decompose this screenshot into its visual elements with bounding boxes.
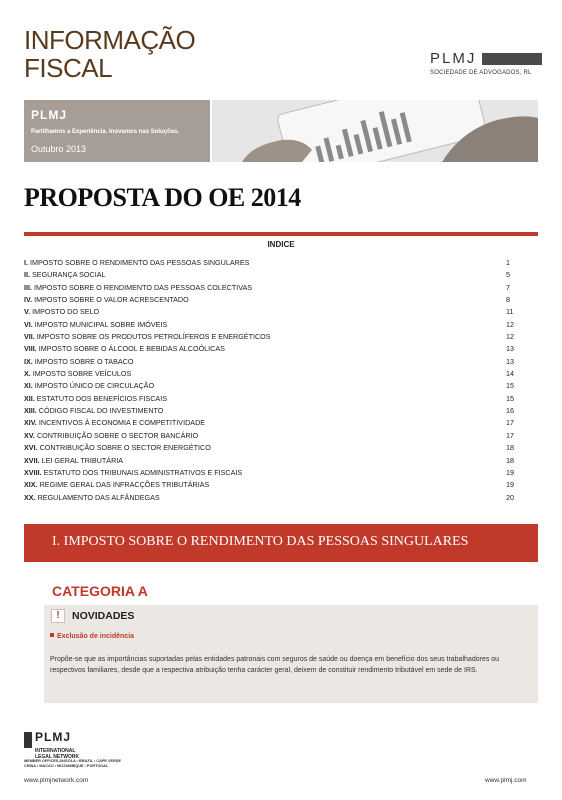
toc-row[interactable] bbox=[24, 257, 520, 269]
toc-entry-text: REGULAMENTO DAS ALFÂNDEGAS bbox=[37, 492, 160, 502]
toc-entry-text: IMPOSTO SOBRE O RENDIMENTO DAS PESSOAS COLECTIVAS bbox=[34, 282, 253, 292]
toc-entry-number: XVIII. bbox=[24, 467, 42, 477]
banner-tagline: Partilhamos a Experiência. Inovamos nas Soluções. bbox=[31, 129, 180, 135]
toc-entry-label bbox=[24, 455, 123, 467]
toc-entry-text: CONTRIBUIÇÃO SOBRE O SECTOR BANCÁRIO bbox=[36, 430, 199, 440]
toc-entry-page: 20 bbox=[506, 492, 514, 502]
toc-entry-page: 19 bbox=[506, 467, 514, 477]
publication-title-line1: INFORMAÇÃO bbox=[24, 25, 196, 55]
news-subheading-text: Exclusão de incidência bbox=[57, 633, 135, 640]
toc-entry-number: XX. bbox=[24, 492, 36, 502]
toc-entry-label bbox=[24, 405, 163, 417]
toc-entry-label bbox=[24, 417, 205, 429]
toc-entry-label bbox=[24, 331, 271, 343]
toc-entry-text: INCENTIVOS À ECONOMIA E COMPETITIVIDADE bbox=[38, 418, 206, 428]
logo-bar bbox=[482, 53, 542, 65]
footer-network-link[interactable]: www.plmjnetwork.com bbox=[24, 777, 89, 784]
toc-entry-page: 15 bbox=[506, 381, 514, 391]
toc-entry-number: XIX. bbox=[24, 480, 38, 490]
news-heading: NOVIDADES bbox=[72, 610, 135, 622]
banner-date: Outubro 2013 bbox=[31, 144, 87, 154]
toc-entry-text: IMPOSTO SOBRE OS PRODUTOS PETROLÍFEROS E ENERGÉTICOS bbox=[36, 332, 271, 342]
toc-entry-label bbox=[24, 257, 249, 269]
toc-entry-page: 12 bbox=[506, 332, 514, 342]
toc-row[interactable] bbox=[24, 356, 520, 368]
toc-entry-label bbox=[24, 492, 160, 504]
toc-entry-number: III. bbox=[24, 282, 32, 292]
publication-title-line2: FISCAL bbox=[24, 53, 113, 83]
toc-row[interactable] bbox=[24, 455, 520, 467]
category-heading: CATEGORIA A bbox=[52, 583, 148, 599]
toc-entry-number: XI. bbox=[24, 381, 33, 391]
toc-entry-page: 18 bbox=[506, 455, 514, 465]
toc-entry-text: ESTATUTO DOS BENEFÍCIOS FISCAIS bbox=[36, 393, 167, 403]
toc-entry-page: 12 bbox=[506, 319, 514, 329]
toc-entry-page: 17 bbox=[506, 418, 514, 428]
toc-entry-number: V. bbox=[24, 307, 31, 317]
toc-entry-page: 15 bbox=[506, 393, 514, 403]
toc-entry-text: CÓDIGO FISCAL DO INVESTIMENTO bbox=[38, 406, 164, 416]
index-heading: INDICE bbox=[267, 240, 295, 249]
bullet-icon bbox=[50, 633, 54, 637]
toc-entry-label bbox=[24, 393, 167, 405]
tablet-chart-photo bbox=[212, 100, 538, 162]
footer-website-link[interactable]: www.plmj.com bbox=[485, 777, 527, 784]
logo-subtitle: SOCIEDADE DE ADVOGADOS, RL bbox=[430, 70, 532, 76]
toc-entry-text: IMPOSTO ÚNICO DE CIRCULAÇÃO bbox=[34, 381, 155, 391]
toc-entry-text: CONTRIBUIÇÃO SOBRE O SECTOR ENERGÉTICO bbox=[39, 443, 211, 453]
footer-network-line2: LEGAL NETWORK bbox=[35, 754, 80, 760]
toc-row[interactable] bbox=[24, 479, 520, 491]
toc-entry-number: I. bbox=[24, 258, 28, 267]
toc-entry-text: IMPOSTO SOBRE O ÁLCOOL E BEBIDAS ALCOÓLICAS bbox=[38, 344, 225, 354]
toc-entry-label bbox=[24, 319, 167, 331]
toc-entry-number: X. bbox=[24, 369, 31, 379]
toc-entry-label bbox=[24, 442, 211, 454]
toc-entry-page: 13 bbox=[506, 344, 514, 354]
toc-entry-page: 1 bbox=[506, 258, 510, 267]
toc-entry-number: IV. bbox=[24, 295, 33, 305]
table-of-contents bbox=[24, 257, 520, 504]
toc-entry-page: 8 bbox=[506, 295, 510, 305]
footer-members-line2: CHINA • MACAO • MOZAMBIQUE • PORTUGAL bbox=[24, 764, 109, 768]
toc-entry-page: 5 bbox=[506, 270, 510, 280]
toc-entry-label bbox=[24, 368, 131, 380]
toc-entry-text: ESTATUTO DOS TRIBUNAIS ADMINISTRATIVOS E FISCAIS bbox=[43, 467, 243, 477]
toc-row[interactable] bbox=[24, 306, 520, 318]
plmj-logo bbox=[430, 50, 542, 76]
toc-row[interactable] bbox=[24, 492, 520, 504]
toc-entry-label bbox=[24, 343, 225, 355]
toc-entry-label bbox=[24, 269, 106, 281]
banner bbox=[24, 100, 538, 162]
toc-entry-label bbox=[24, 306, 99, 318]
toc-entry-page: 18 bbox=[506, 443, 514, 453]
toc-entry-number: II. bbox=[24, 270, 30, 280]
toc-row[interactable] bbox=[24, 282, 520, 294]
toc-row[interactable] bbox=[24, 319, 520, 331]
footer-members bbox=[24, 759, 154, 769]
toc-entry-page: 14 bbox=[506, 369, 514, 379]
toc-row[interactable] bbox=[24, 368, 520, 380]
footer-logo-bar bbox=[24, 732, 32, 748]
toc-entry-page: 19 bbox=[506, 480, 514, 490]
toc-entry-label bbox=[24, 467, 242, 479]
toc-entry-number: XV. bbox=[24, 430, 35, 440]
banner-tablet-photo bbox=[212, 100, 538, 162]
toc-entry-label bbox=[24, 430, 198, 442]
toc-entry-page: 11 bbox=[506, 307, 514, 317]
toc-entry-label bbox=[24, 282, 252, 294]
toc-entry-label bbox=[24, 479, 209, 491]
footer-members-line1: MEMBER OFFICES ANGOLA • BRAZIL • CAPE VERDE bbox=[24, 759, 122, 763]
footer-brand: PLMJ bbox=[35, 730, 72, 744]
toc-row[interactable] bbox=[24, 380, 520, 392]
toc-entry-page: 7 bbox=[506, 282, 510, 292]
publication-title bbox=[24, 26, 195, 82]
news-box bbox=[44, 605, 538, 703]
news-body: Propõe-se que as importâncias suportadas pelas entidades patronais com seguros de saúde ou doença em benefício dos seus trabalhadores ou respectivos familiares, desde que a respectiva atribuição tenha carácter geral, deixem de constituir rendimento tributável em sede de IRS. bbox=[50, 656, 500, 674]
toc-row[interactable] bbox=[24, 417, 520, 429]
toc-entry-number: VI. bbox=[24, 319, 33, 329]
section-title: I. IMPOSTO SOBRE O RENDIMENTO DAS PESSOAS SINGULARES bbox=[52, 534, 469, 549]
toc-entry-number: XII. bbox=[24, 393, 35, 403]
exclamation-icon: ! bbox=[51, 609, 65, 623]
banner-brand: PLMJ bbox=[31, 108, 68, 122]
toc-row[interactable] bbox=[24, 430, 520, 442]
toc-entry-text: LEI GERAL TRIBUTÁRIA bbox=[41, 455, 124, 465]
toc-entry-text: REGIME GERAL DAS INFRACÇÕES TRIBUTÁRIAS bbox=[39, 480, 210, 490]
toc-entry-number: XVI. bbox=[24, 443, 38, 453]
toc-entry-number: IX. bbox=[24, 356, 33, 366]
toc-entry-page: 13 bbox=[506, 356, 514, 366]
toc-entry-text: SEGURANÇA SOCIAL bbox=[32, 270, 106, 280]
toc-row[interactable] bbox=[24, 467, 520, 479]
toc-entry-text: IMPOSTO SOBRE O TABACO bbox=[34, 356, 134, 366]
toc-row[interactable] bbox=[24, 331, 520, 343]
toc-entry-number: XIV. bbox=[24, 418, 37, 428]
toc-entry-page: 16 bbox=[506, 406, 514, 416]
toc-entry-text: IMPOSTO SOBRE O VALOR ACRESCENTADO bbox=[34, 295, 189, 305]
toc-row[interactable] bbox=[24, 294, 520, 306]
banner-text-panel bbox=[24, 100, 210, 162]
toc-row[interactable] bbox=[24, 442, 520, 454]
toc-entry-page: 17 bbox=[506, 430, 514, 440]
title-divider bbox=[24, 232, 538, 236]
toc-entry-text: IMPOSTO MUNICIPAL SOBRE IMÓVEIS bbox=[34, 319, 168, 329]
toc-entry-label bbox=[24, 294, 189, 306]
news-subheading bbox=[50, 633, 134, 640]
toc-entry-number: VII. bbox=[24, 332, 35, 342]
logo-text: PLMJ bbox=[430, 50, 477, 67]
footer-network-line1: INTERNATIONAL bbox=[35, 748, 76, 754]
footer-logo bbox=[24, 730, 144, 760]
toc-entry-number: XIII. bbox=[24, 406, 37, 416]
toc-entry-text: IMPOSTO SOBRE VEÍCULOS bbox=[32, 369, 132, 379]
document-title: PROPOSTA DO OE 2014 bbox=[24, 183, 301, 212]
toc-entry-text: IMPOSTO DO SELO bbox=[32, 307, 100, 317]
toc-row[interactable] bbox=[24, 343, 520, 355]
toc-entry-number: XVII. bbox=[24, 455, 40, 465]
toc-entry-number: VIII. bbox=[24, 344, 37, 354]
toc-entry-label bbox=[24, 380, 154, 392]
toc-row[interactable] bbox=[24, 405, 520, 417]
toc-row[interactable] bbox=[24, 393, 520, 405]
toc-entry-label bbox=[24, 356, 133, 368]
toc-row[interactable] bbox=[24, 269, 520, 281]
toc-entry-text: IMPOSTO SOBRE O RENDIMENTO DAS PESSOAS SINGULARES bbox=[30, 258, 250, 267]
section-header bbox=[24, 524, 538, 562]
